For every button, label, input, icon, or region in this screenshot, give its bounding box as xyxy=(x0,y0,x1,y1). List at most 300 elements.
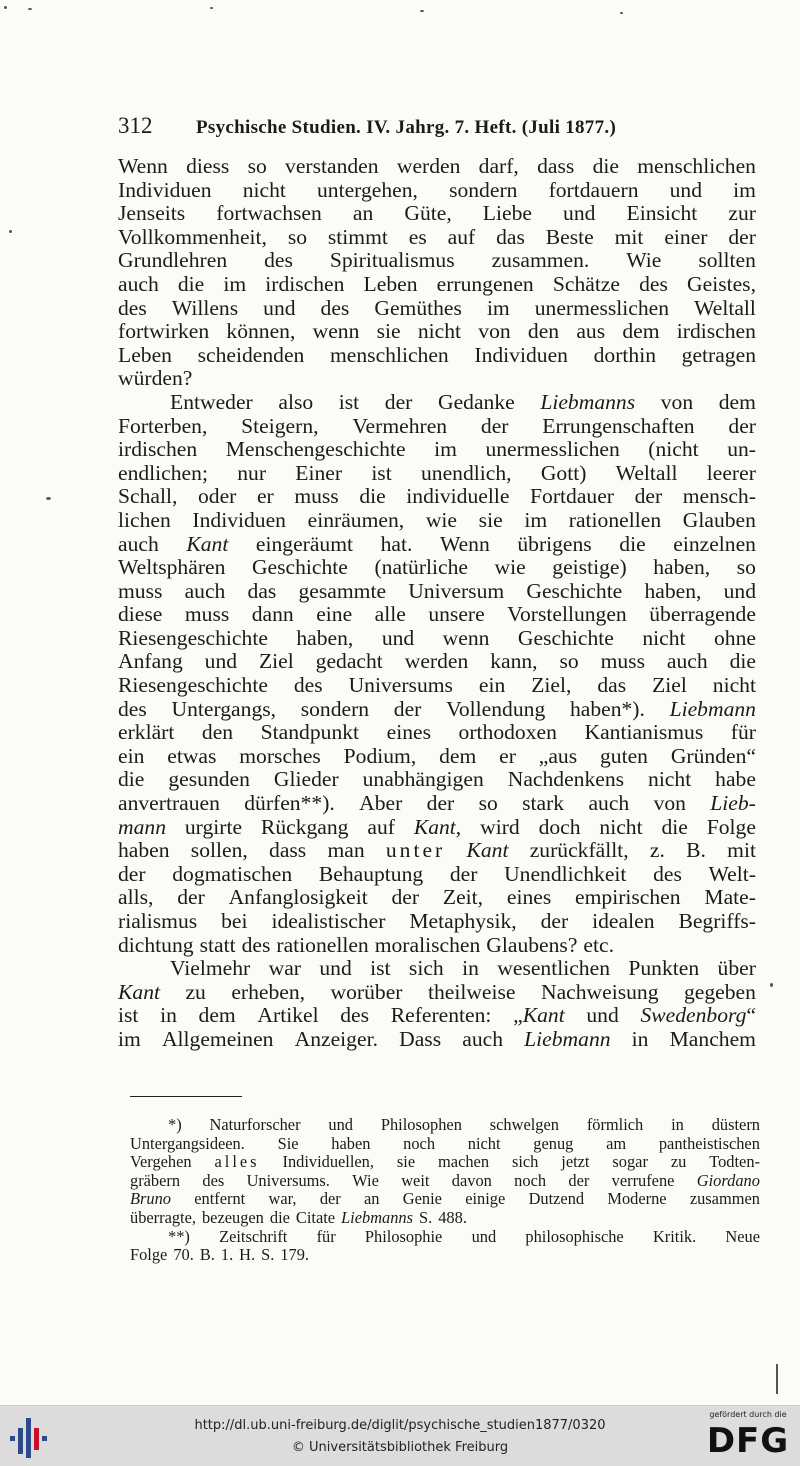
word xyxy=(172,863,292,887)
text-run: unendlich, xyxy=(420,460,512,485)
text-run: Jenseits xyxy=(118,201,186,226)
word xyxy=(627,202,698,226)
text-run: Individuen xyxy=(192,507,286,532)
text-line xyxy=(118,556,756,580)
text-run: eine xyxy=(316,602,353,627)
italic-text: Liebmann xyxy=(669,696,756,721)
text-run: dass xyxy=(537,154,575,178)
word xyxy=(561,1153,589,1172)
text-run: der xyxy=(568,1170,590,1190)
text-run: ein xyxy=(478,673,506,698)
word xyxy=(118,698,147,722)
word xyxy=(612,1172,675,1191)
text-run: B. xyxy=(199,1245,215,1265)
word xyxy=(499,745,516,769)
word xyxy=(518,627,614,651)
word xyxy=(243,179,286,203)
word xyxy=(568,1172,589,1191)
word xyxy=(269,1190,297,1209)
text-run: verstanden xyxy=(285,154,379,178)
text-run: so xyxy=(559,649,579,674)
text-run: im xyxy=(524,507,548,532)
word xyxy=(504,863,626,887)
word xyxy=(531,674,571,698)
text-run: im xyxy=(434,437,457,462)
text-run: auf xyxy=(367,814,395,839)
word xyxy=(118,603,162,627)
text-run: mit xyxy=(614,224,644,249)
word xyxy=(682,344,756,368)
text-run: noch xyxy=(403,1133,436,1153)
text-run: förmlich xyxy=(586,1115,644,1134)
text-run: rialismus xyxy=(118,909,198,933)
word xyxy=(167,745,216,769)
text-run: dorthin xyxy=(593,342,656,367)
text-run: des xyxy=(202,1170,225,1190)
text-run: eines xyxy=(506,885,552,910)
text-run: Gemüthes xyxy=(374,295,462,320)
word xyxy=(707,816,756,840)
text-run: haben xyxy=(331,1133,371,1153)
word xyxy=(118,556,225,580)
word xyxy=(687,273,756,297)
text-run: war, xyxy=(268,1189,297,1209)
text-run: in xyxy=(631,1026,649,1051)
text-line xyxy=(118,462,756,486)
text-run: Einsicht xyxy=(626,201,698,226)
text-run: Begriffs- xyxy=(678,909,756,933)
text-run: Folge xyxy=(706,814,756,839)
text-run: der xyxy=(728,413,756,438)
italic-text: Liebmann xyxy=(524,1026,611,1051)
text-run: und xyxy=(669,177,703,202)
word xyxy=(597,674,626,698)
text-run: den xyxy=(527,319,560,344)
word xyxy=(409,226,427,250)
word xyxy=(698,249,756,273)
dfg-logo xyxy=(704,1410,792,1464)
word xyxy=(226,320,295,344)
word xyxy=(341,1209,413,1228)
text-run: H. xyxy=(239,1245,256,1265)
text-run: Weltall xyxy=(615,460,678,485)
word xyxy=(185,580,226,604)
word xyxy=(352,1172,379,1191)
text-run: moralischen xyxy=(374,932,481,957)
word xyxy=(530,839,629,863)
word xyxy=(541,910,569,934)
word xyxy=(553,273,620,297)
word xyxy=(616,462,678,486)
text-run: dem xyxy=(439,743,477,768)
text-run: ist xyxy=(371,460,392,485)
text-run: orthodoxen xyxy=(458,720,557,745)
text-run: entfernt xyxy=(194,1189,246,1209)
running-title: Psychische Studien. IV. Jahrg. 7. Heft. (Juli 1877.) xyxy=(196,117,617,138)
text-run: den xyxy=(201,720,234,745)
word xyxy=(654,792,686,816)
text-run: und xyxy=(586,1003,619,1028)
word xyxy=(382,627,414,651)
word xyxy=(653,863,682,887)
text-run: Nachdenkens xyxy=(507,767,625,792)
text-line xyxy=(118,863,756,887)
text-run: des xyxy=(241,932,271,957)
text-run: ist xyxy=(370,956,391,981)
text-run: getragen xyxy=(681,342,756,367)
text-line xyxy=(118,249,756,273)
italic-text: Kant xyxy=(118,979,160,1004)
word xyxy=(507,886,551,910)
text-run: im xyxy=(486,295,510,320)
text-run: gegeben xyxy=(683,979,756,1004)
word xyxy=(462,1028,503,1052)
text-run: 488. xyxy=(438,1207,467,1227)
text-line xyxy=(118,627,756,651)
word xyxy=(191,839,248,863)
text-run: des xyxy=(293,673,323,698)
text-run: Grundlehren xyxy=(118,248,228,273)
word xyxy=(185,981,205,1005)
text-run: gesammte xyxy=(298,578,387,603)
text-run: und xyxy=(563,201,596,226)
word xyxy=(653,556,710,580)
text-run: im xyxy=(118,1026,141,1051)
word xyxy=(215,1153,260,1172)
word xyxy=(263,297,295,321)
text-run: dass xyxy=(269,838,307,863)
word xyxy=(448,226,476,250)
text-run: eingeräumt xyxy=(255,531,354,556)
word xyxy=(397,155,461,179)
word xyxy=(642,627,685,651)
text-run: der xyxy=(728,224,756,249)
text-run: „ xyxy=(513,1003,523,1028)
word xyxy=(321,297,350,321)
word xyxy=(257,485,274,509)
word xyxy=(316,603,352,627)
scan-speck xyxy=(46,497,51,500)
text-run: gesunden xyxy=(168,767,250,792)
footnote-line xyxy=(130,1135,760,1154)
text-run: Vielmehr xyxy=(170,956,251,981)
word xyxy=(514,1172,546,1191)
word xyxy=(728,202,756,226)
word xyxy=(118,226,267,250)
word xyxy=(288,226,307,250)
text-line xyxy=(118,509,756,533)
word xyxy=(221,1246,233,1265)
text-run: muss xyxy=(118,578,163,603)
text-run: von xyxy=(478,319,511,344)
text-run: auch xyxy=(118,271,159,296)
word xyxy=(264,249,293,273)
text-run: dogmatischen xyxy=(172,861,293,886)
text-run: Individuen xyxy=(474,342,568,367)
text-run: dichtung xyxy=(118,932,194,957)
text-run: Wie xyxy=(352,1170,379,1190)
word xyxy=(664,226,707,250)
word xyxy=(592,910,654,934)
text-run: wenn xyxy=(442,625,490,650)
word xyxy=(223,273,246,297)
page-number: 312 xyxy=(118,113,153,138)
text-run: des xyxy=(118,696,147,721)
text-line xyxy=(118,533,756,557)
word xyxy=(479,155,519,179)
word xyxy=(640,1004,756,1028)
scan-speck xyxy=(28,8,32,10)
text-run: von xyxy=(660,389,694,414)
footnote-line xyxy=(130,1246,760,1265)
word xyxy=(276,934,368,958)
text-run: Vermehren xyxy=(352,413,448,438)
text-run: kann, xyxy=(490,649,538,674)
text-line xyxy=(118,1004,756,1028)
word xyxy=(370,957,390,981)
text-run: Zeitschrift xyxy=(219,1226,288,1246)
text-run: S. xyxy=(261,1245,275,1265)
text-line xyxy=(118,273,756,297)
word xyxy=(443,627,490,651)
word xyxy=(285,155,379,179)
word xyxy=(381,1116,462,1135)
word xyxy=(673,533,756,557)
text-run: in xyxy=(160,1003,177,1028)
text-run: Naturforscher xyxy=(209,1115,301,1134)
word xyxy=(684,981,756,1005)
word xyxy=(171,698,276,722)
text-run: B. xyxy=(686,838,706,863)
word xyxy=(474,344,568,368)
word xyxy=(635,485,663,509)
word xyxy=(427,792,455,816)
word xyxy=(586,1004,618,1028)
word xyxy=(118,155,168,179)
text-run: ohne xyxy=(713,625,756,650)
word xyxy=(231,981,305,1005)
word xyxy=(226,438,406,462)
word xyxy=(118,462,208,486)
word xyxy=(194,1190,245,1209)
word xyxy=(671,1116,684,1135)
word xyxy=(252,603,294,627)
word xyxy=(661,391,693,415)
text-run: Ziel xyxy=(258,649,294,674)
text-run: irdischen xyxy=(265,271,345,296)
text-run: gräbern xyxy=(130,1170,181,1190)
text-run: der xyxy=(319,1189,341,1209)
text-run: pantheistischen xyxy=(658,1133,760,1153)
word xyxy=(526,580,622,604)
word xyxy=(244,792,335,816)
text-line xyxy=(118,155,756,179)
word xyxy=(659,1135,760,1154)
text-line xyxy=(118,674,756,698)
text-line xyxy=(118,957,756,981)
text-run: sogar xyxy=(612,1152,648,1172)
word xyxy=(198,344,305,368)
word xyxy=(606,1135,626,1154)
text-run: nicht xyxy=(648,767,692,792)
word xyxy=(118,745,144,769)
text-run: un- xyxy=(727,437,756,462)
footnote-line xyxy=(130,1153,760,1172)
word xyxy=(219,1228,287,1247)
word xyxy=(718,957,756,981)
text-run: er xyxy=(256,484,274,509)
text-run: dann xyxy=(251,602,294,627)
word xyxy=(686,839,706,863)
word xyxy=(118,320,209,344)
text-run: für xyxy=(316,1226,336,1246)
italic-text: Liebmanns xyxy=(341,1207,414,1227)
text-run: Anfanglosigkeit xyxy=(228,885,368,910)
text-run: Ziel xyxy=(652,673,687,698)
word xyxy=(622,320,659,344)
word xyxy=(118,910,197,934)
text-run: Beste xyxy=(545,224,594,249)
word xyxy=(601,650,645,674)
text-run: Errungenschaften xyxy=(542,413,695,438)
text-run: morsches xyxy=(239,743,321,768)
text-run: ist xyxy=(118,1003,139,1028)
text-run: “ xyxy=(746,1003,756,1028)
scan-speck xyxy=(9,230,12,233)
word xyxy=(468,1135,501,1154)
scan-speck xyxy=(620,12,623,14)
text-run: auch xyxy=(118,531,159,556)
text-run: schwelgen xyxy=(489,1115,559,1134)
word xyxy=(683,509,756,533)
text-run: in xyxy=(462,956,479,981)
word xyxy=(173,1246,194,1265)
text-run: lichen xyxy=(118,507,171,532)
text-run: können, xyxy=(226,319,296,344)
text-run: Weltsphären xyxy=(118,555,226,580)
word xyxy=(261,721,359,745)
text-run: zurückfällt, xyxy=(529,838,629,863)
spaced-text: unter xyxy=(385,838,446,863)
word xyxy=(301,698,369,722)
text-run: des xyxy=(320,295,350,320)
text-run: und xyxy=(263,295,296,320)
word xyxy=(652,674,687,698)
text-run: Individuen xyxy=(118,177,212,202)
word xyxy=(709,863,756,887)
word xyxy=(522,792,564,816)
text-line xyxy=(118,485,756,509)
text-run: wenn xyxy=(312,319,360,344)
text-run: Gründen“ xyxy=(670,743,756,768)
word xyxy=(130,1135,245,1154)
word xyxy=(626,249,661,273)
word xyxy=(409,910,516,934)
permalink-url[interactable]: http://dl.ub.uni-freiburg.de/diglit/psychische_studien1877/0320 xyxy=(194,1418,606,1433)
word xyxy=(319,863,423,887)
word xyxy=(192,509,286,533)
word xyxy=(653,1228,696,1247)
word xyxy=(162,1028,274,1052)
text-run: fortwirken xyxy=(118,319,210,344)
word xyxy=(319,957,351,981)
word xyxy=(392,886,420,910)
word xyxy=(221,910,247,934)
text-run: also xyxy=(278,389,314,414)
text-run: und xyxy=(328,1115,353,1134)
text-run: Dutzend xyxy=(528,1189,585,1209)
word xyxy=(583,934,614,958)
word xyxy=(709,1153,760,1172)
word xyxy=(118,580,162,604)
word xyxy=(239,1246,255,1265)
word xyxy=(443,886,483,910)
word xyxy=(328,226,388,250)
text-run: wesentlichen xyxy=(497,956,610,981)
word xyxy=(704,886,756,910)
text-run: an xyxy=(364,1189,380,1209)
text-run: haben xyxy=(118,838,170,863)
word xyxy=(490,650,537,674)
text-run: Vorstellungen xyxy=(507,602,627,627)
word xyxy=(202,721,233,745)
word xyxy=(462,957,479,981)
word xyxy=(168,768,250,792)
text-run: muss xyxy=(184,602,230,627)
text-run: Willens xyxy=(171,295,239,320)
word xyxy=(405,650,469,674)
text-run: urgirte xyxy=(184,814,243,839)
word xyxy=(241,415,318,439)
word xyxy=(331,981,403,1005)
text-run: darf, xyxy=(478,154,519,178)
word xyxy=(130,1209,196,1228)
word xyxy=(404,202,451,226)
text-run: 179. xyxy=(280,1245,310,1265)
text-run: Individuellen, xyxy=(282,1152,374,1172)
text-run: des xyxy=(264,248,293,273)
word xyxy=(683,485,756,509)
word xyxy=(274,768,339,792)
text-run: die xyxy=(359,484,386,509)
word xyxy=(570,698,645,722)
text-run: **) xyxy=(168,1226,190,1246)
text-run: auch xyxy=(666,649,708,674)
text-run: Philosophen xyxy=(380,1115,462,1134)
word xyxy=(612,1153,648,1172)
text-run: Glauben xyxy=(682,507,756,532)
word xyxy=(200,934,236,958)
word xyxy=(391,1004,492,1028)
text-run: Untergangsideen. xyxy=(130,1133,245,1153)
text-run: Einer xyxy=(295,460,343,485)
word xyxy=(403,1135,435,1154)
text-run: muss xyxy=(600,649,645,674)
word xyxy=(528,320,559,344)
text-run: unermesslichen xyxy=(485,437,620,462)
word xyxy=(690,1190,760,1209)
word xyxy=(185,816,242,840)
text-run: Riesengeschichte xyxy=(118,673,268,698)
text-run: diess xyxy=(186,154,230,178)
word xyxy=(317,1228,336,1247)
word xyxy=(440,533,490,557)
text-run: Metaphysik, xyxy=(409,909,517,933)
word xyxy=(118,344,172,368)
italic-text: Kant, xyxy=(413,814,462,839)
word xyxy=(438,1153,489,1172)
text-run: Aber xyxy=(359,791,403,816)
